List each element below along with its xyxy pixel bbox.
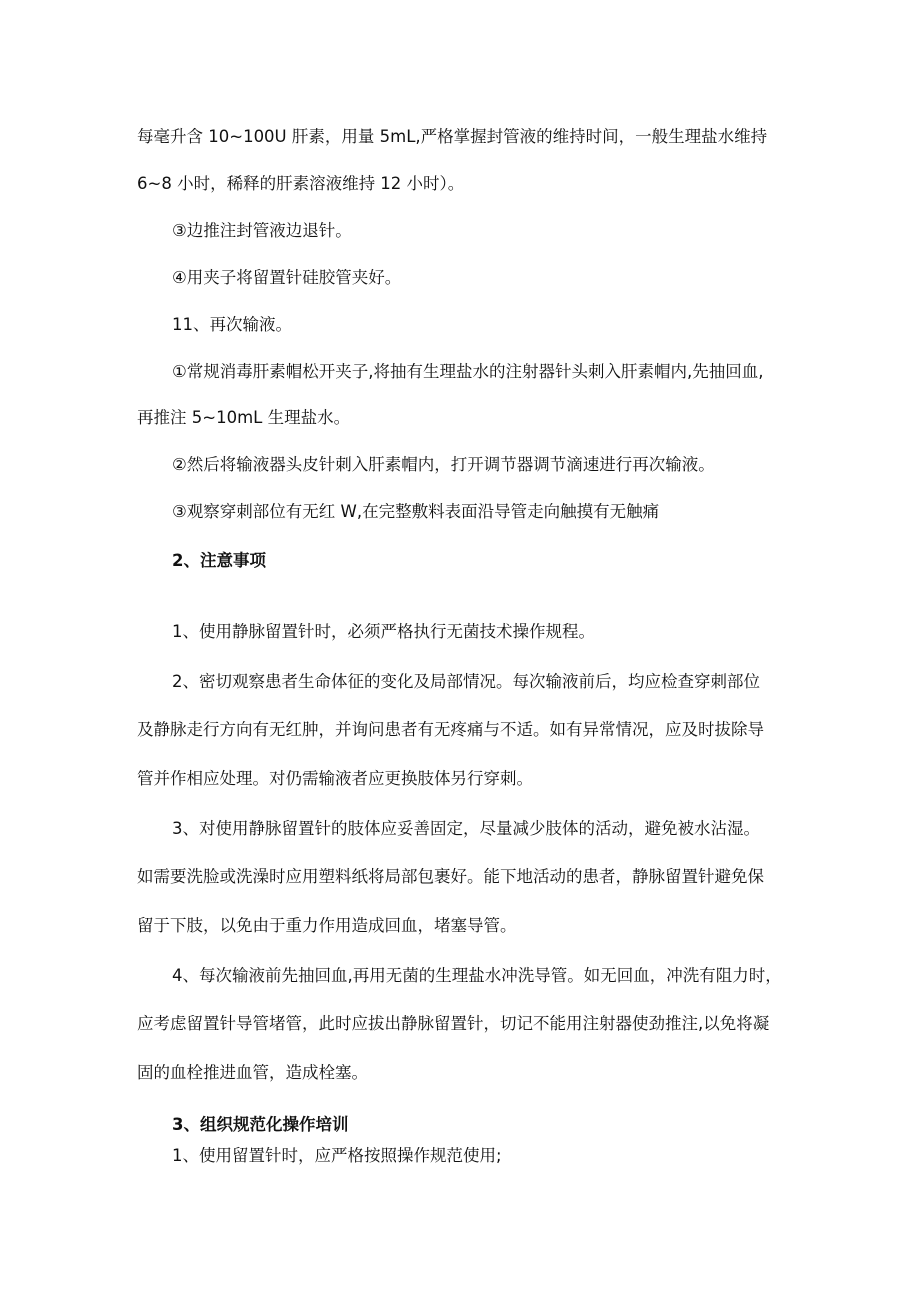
paragraph-line: 每毫升含 10~100U 肝素，用量 5mL,严格掌握封管液的维持时间，一般生理盐水维持 <box>137 127 768 146</box>
paragraph-line: 及静脉走行方向有无红肿，并询问患者有无疼痛与不适。如有异常情况，应及时拔除导 <box>137 720 764 739</box>
list-item: ①常规消毒肝素帽松开夹子,将抽有生理盐水的注射器针头刺入肝素帽内,先抽回血, <box>172 362 764 381</box>
paragraph-line: 管并作相应处理。对仍需输液者应更换肢体另行穿刺。 <box>137 769 533 788</box>
list-item: 4、每次输液前先抽回血,再用无菌的生理盐水冲洗导管。如无回血，冲洗有阻力时， <box>172 966 782 985</box>
list-item: ③观察穿刺部位有无红 W,在完整敷料表面沿导管走向触摸有无触痛 <box>172 502 660 521</box>
paragraph-line: 应考虑留置针导管堵管，此时应拔出静脉留置针，切记不能用注射器使劲推注,以免将凝 <box>137 1014 770 1033</box>
paragraph-line: 6~8 小时，稀释的肝素溶液维持 12 小时）。 <box>137 174 465 193</box>
section-heading: 2、注意事项 <box>172 551 266 570</box>
list-item: 2、密切观察患者生命体征的变化及局部情况。每次输液前后，均应检查穿刺部位 <box>172 672 760 691</box>
step-heading: 11、再次输液。 <box>172 315 292 334</box>
list-item: 3、对使用静脉留置针的肢体应妥善固定，尽量减少肢体的活动，避免被水沾湿。 <box>172 819 760 838</box>
paragraph-line: 再推注 5~10mL 生理盐水。 <box>137 408 351 427</box>
paragraph-line: 如需要洗脸或洗澡时应用塑料纸将局部包裹好。能下地活动的患者，静脉留置针避免保 <box>137 867 764 886</box>
list-item: ③边推注封管液边退针。 <box>172 221 352 240</box>
paragraph-line: 固的血栓推进血管，造成栓塞。 <box>137 1063 368 1082</box>
paragraph-line: 留于下肢，以免由于重力作用造成回血，堵塞导管。 <box>137 916 517 935</box>
section-heading: 3、组织规范化操作培训 <box>172 1115 349 1134</box>
list-item: 1、使用静脉留置针时，必须严格执行无菌技术操作规程。 <box>172 622 595 641</box>
list-item: ②然后将输液器头皮针刺入肝素帽内，打开调节器调节滴速进行再次输液。 <box>172 455 715 474</box>
list-item: 1、使用留置针时，应严格按照操作规范使用; <box>172 1146 502 1165</box>
list-item: ④用夹子将留置针硅胶管夹好。 <box>172 268 402 287</box>
